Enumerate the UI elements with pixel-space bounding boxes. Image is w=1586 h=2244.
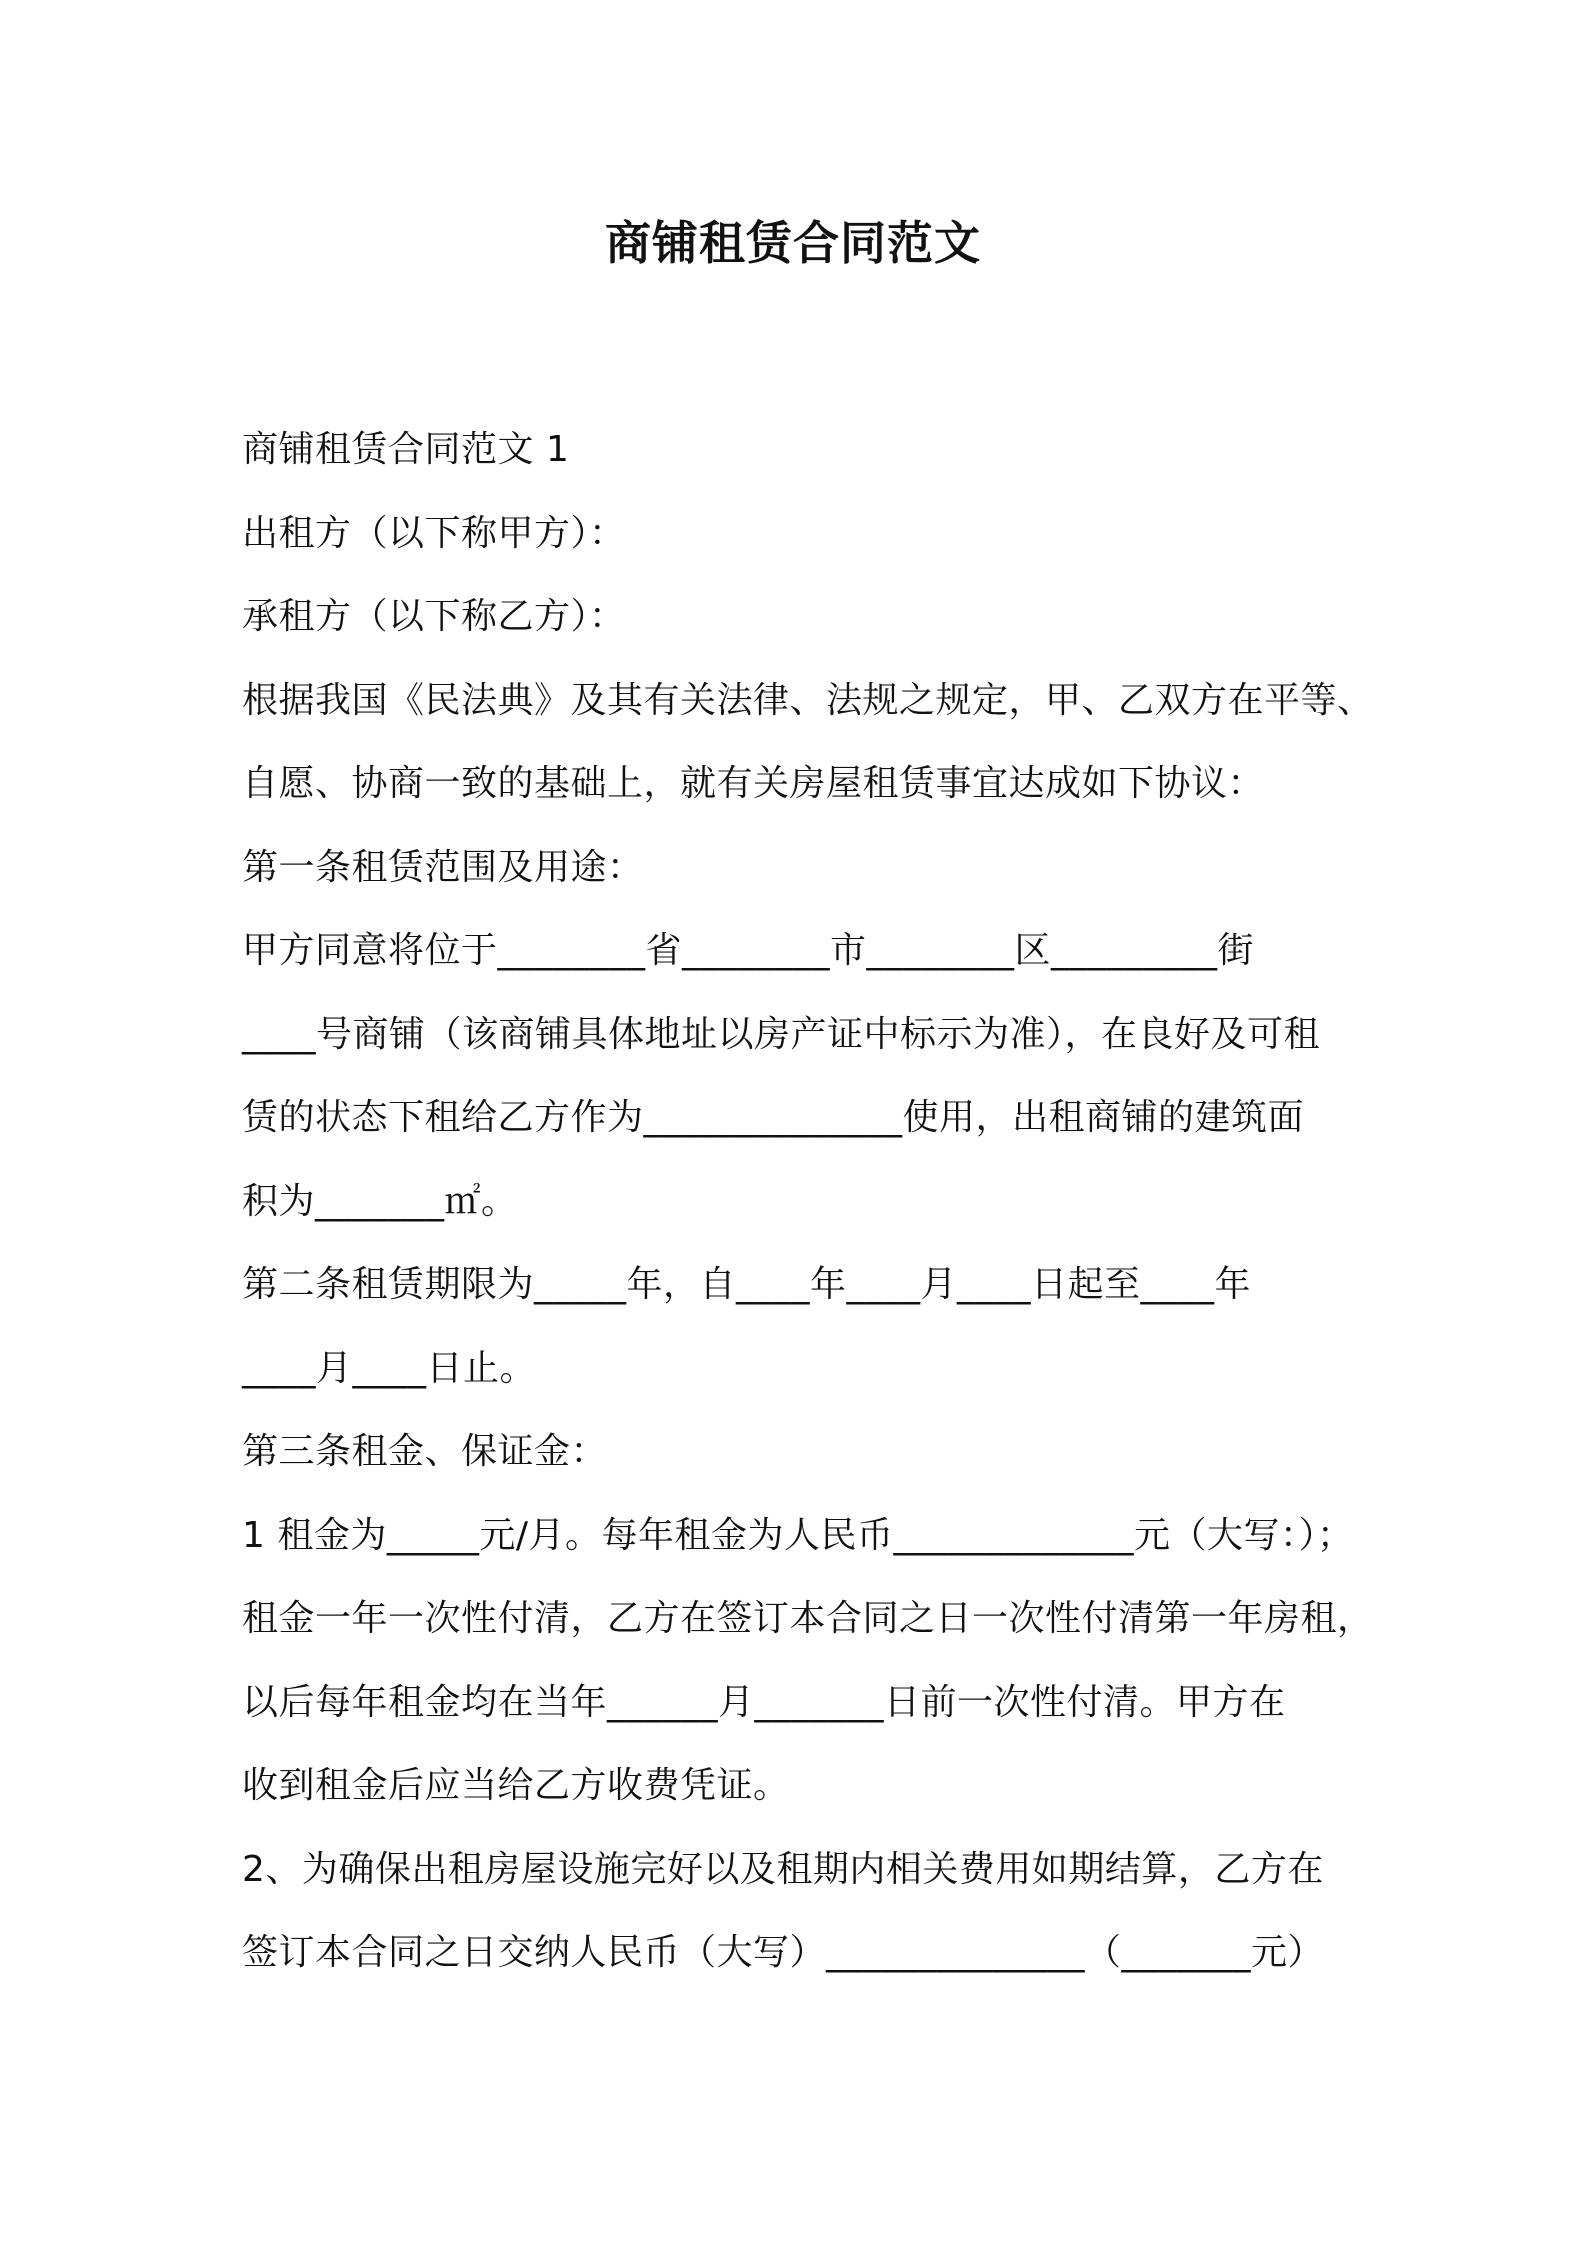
lessor-line: 出租方（以下称甲方）： <box>242 512 626 554</box>
preamble-line-1: 根据我国《民法典》及其有关法律、法规之规定，甲、乙双方在平等、 <box>242 679 1374 721</box>
rent-clause-line-3: 以后每年租金均在当年______月_______日前一次性付清。甲方在 <box>242 1681 1286 1723</box>
article-1-heading: 第一条租赁范围及用途： <box>242 846 644 888</box>
article-1-line-3: 赁的状态下租给乙方作为______________使用，出租商铺的建筑面 <box>242 1097 1305 1138</box>
article-1-line-1: 甲方同意将位于________省________市________区_________街 <box>242 930 1255 971</box>
section-heading-sample-1: 商铺租赁合同范文 1 <box>242 429 570 470</box>
rent-clause-line-1: 1 租金为_____元/月。每年租金为人民币_____________元（大写：）； <box>242 1514 1354 1556</box>
lessee-line: 承租方（以下称乙方）： <box>242 596 626 637</box>
article-2-line-1: 第二条租赁期限为_____年，自____年____月____日起至____年 <box>242 1264 1252 1305</box>
rent-clause-line-4: 收到租金后应当给乙方收费凭证。 <box>242 1765 790 1806</box>
article-1-line-2: ____号商铺（该商铺具体地址以房产证中标示为准），在良好及可租 <box>242 1013 1321 1055</box>
article-1-line-4: 积为_______㎡。 <box>242 1180 518 1222</box>
document-body <box>242 408 1372 1995</box>
deposit-clause-line-1: 2、为确保出租房屋设施完好以及租期内相关费用如期结算，乙方在 <box>242 1848 1324 1890</box>
preamble-line-2: 自愿、协商一致的基础上，就有关房屋租赁事宜达成如下协议： <box>242 763 1265 804</box>
article-2-line-2: ____月____日止。 <box>242 1347 537 1389</box>
document-title: 商铺租赁合同范文 <box>605 216 981 270</box>
deposit-clause-line-2: 签订本合同之日交纳人民币（大写）______________（_______元） <box>242 1932 1325 1973</box>
rent-clause-line-2: 租金一年一次性付清，乙方在签订本合同之日一次性付清第一年房租， <box>242 1598 1374 1639</box>
article-3-heading: 第三条租金、保证金： <box>242 1431 608 1472</box>
